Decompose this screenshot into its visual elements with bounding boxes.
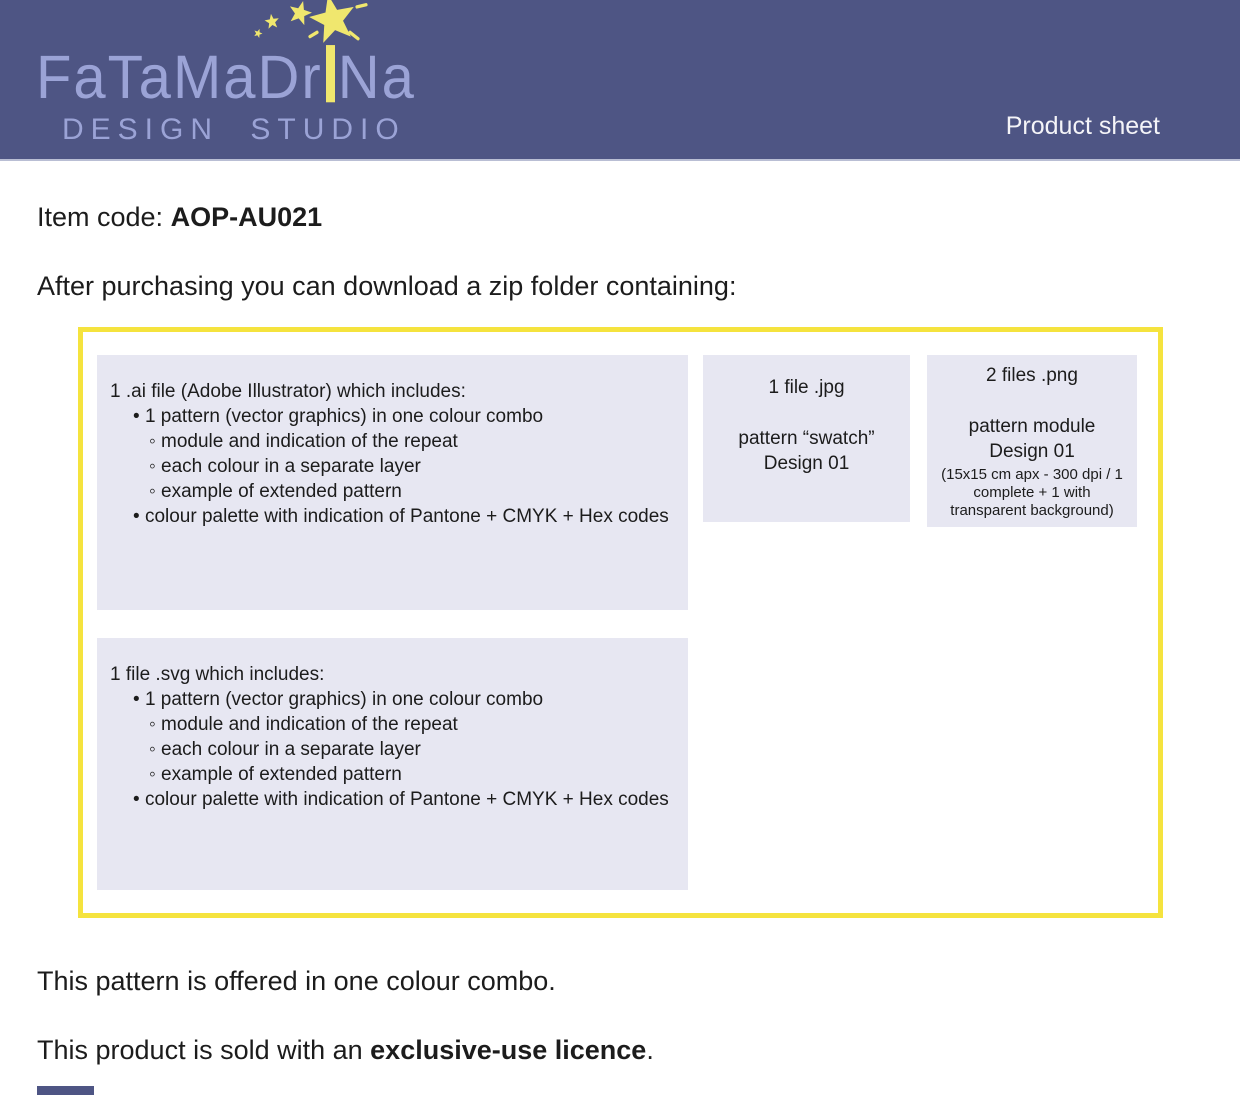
download-note: After purchasing you can download a zip folder containing: xyxy=(37,271,737,301)
svg-file-box xyxy=(97,638,688,890)
png-box-title: 2 files .png xyxy=(986,365,1078,386)
brand-name-part2: Na xyxy=(337,42,416,112)
list-item: ◦ each colour in a separate layer xyxy=(149,454,678,479)
item-code-label: Item code: xyxy=(37,202,171,232)
ai-file-box xyxy=(97,355,688,610)
list-item: ◦ each colour in a separate layer xyxy=(149,737,678,762)
list-item: ◦ module and indication of the repeat xyxy=(149,429,678,454)
list-item: ◦ example of extended pattern xyxy=(149,762,678,787)
brand-logo xyxy=(36,44,416,112)
jpg-file-box xyxy=(703,355,910,522)
jpg-box-line1: pattern “swatch” xyxy=(738,428,875,449)
png-file-box xyxy=(927,355,1137,527)
png-box-line2: Design 01 xyxy=(989,441,1075,462)
list-item: • colour palette with indication of Pantone + CMYK + Hex codes xyxy=(133,787,678,812)
brand-subtitle: DESIGN STUDIO xyxy=(62,113,406,146)
package-contents-box xyxy=(78,327,1163,918)
svg-box-heading: 1 file .svg which includes: xyxy=(110,664,325,685)
brand-name-part1: FaTaMaDr xyxy=(36,42,323,112)
stars-icon xyxy=(252,0,372,51)
header-banner xyxy=(0,0,1240,161)
doc-type-label: Product sheet xyxy=(1005,112,1160,140)
jpg-box-line2: Design 01 xyxy=(763,453,850,474)
png-box-detail: (15x15 cm apx - 300 dpi / 1 complete + 1 with transparent background) xyxy=(941,466,1123,519)
png-box-line1: pattern module xyxy=(968,416,1096,437)
licence-note-suffix: . xyxy=(646,1035,654,1065)
item-code-value: AOP-AU021 xyxy=(170,202,323,232)
footer-accent-bar xyxy=(37,1086,94,1095)
jpg-box-title: 1 file .jpg xyxy=(768,377,845,398)
list-item: ◦ example of extended pattern xyxy=(149,479,678,504)
list-item: ◦ module and indication of the repeat xyxy=(149,712,678,737)
licence-note-bold: exclusive-use licence xyxy=(370,1035,647,1065)
list-item: • 1 pattern (vector graphics) in one colour combo xyxy=(133,404,678,429)
licence-note-prefix: This product is sold with an xyxy=(37,1035,371,1065)
item-code-line xyxy=(37,202,322,233)
magic-wand-icon xyxy=(326,45,335,102)
licence-note xyxy=(37,1035,654,1066)
list-item: • 1 pattern (vector graphics) in one colour combo xyxy=(133,687,678,712)
ai-box-heading: 1 .ai file (Adobe Illustrator) which includes: xyxy=(110,381,466,402)
colour-combo-note: This pattern is offered in one colour combo. xyxy=(37,966,556,996)
list-item: • colour palette with indication of Pantone + CMYK + Hex codes xyxy=(133,504,678,529)
